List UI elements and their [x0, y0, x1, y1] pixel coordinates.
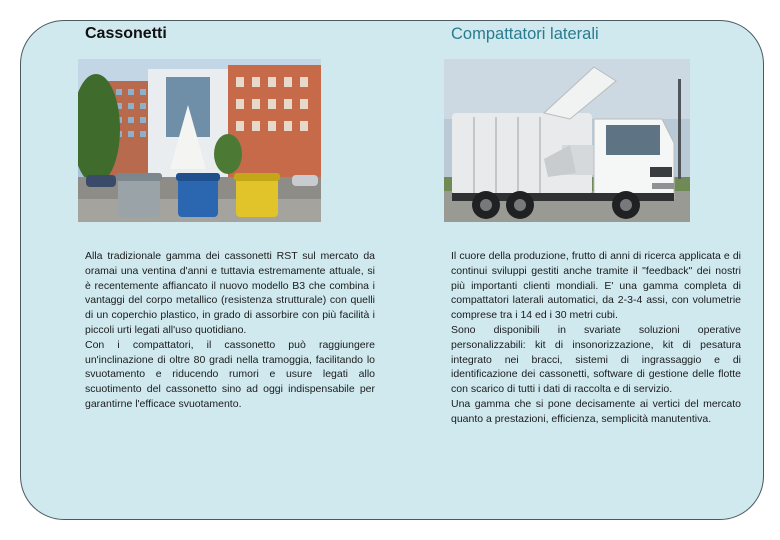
city-street-bins-photo: [78, 59, 321, 222]
compattatori-description: [451, 249, 741, 427]
compattatori-paragraph-3: Una gamma che si pone decisamente ai vertici del mercato quanto a prestazioni, efficienza, semplicità manutentiva.: [451, 397, 741, 425]
heading-compattatori: Compattatori laterali: [451, 25, 599, 43]
compattatori-paragraph-1: Il cuore della produzione, frutto di anni di ricerca applicata e di continui sviluppi gestiti anche tramite il "feedback" dei nostri più importanti clienti mondiali. E' una gamma completa di compattatori laterali automatici, da 2-3-4 assi, con volumetrie comprese tra i 14 ed i 30 metri cubi.: [451, 250, 741, 322]
cassonetti-paragraph-1: Alla tradizionale gamma dei cassonetti RST sul mercato da oramai una ventina d'anni e tuttavia estremamente attuale, si è recentemente affiancato il nuovo modello B3 che combina i vantaggi del corpo metallico (resistenza strutturale) con quelli di un coperchio plastico, in grado di assorbire con più facilità i piccoli urti legati all'uso quotidiano.: [85, 250, 375, 336]
compattatori-paragraph-2: Sono disponibili in svariate soluzioni operative personalizzabili: kit di insonorizzazione, kit di pesatura integrato nei bracci, sistemi di ingrassaggio e di identificazione dei cassonetti, software di gestione delle flotte con scarico di tutti i dati di raccolta e di servizio.: [451, 323, 741, 396]
cassonetti-description: [85, 249, 375, 412]
heading-cassonetti: Cassonetti: [85, 25, 167, 42]
cassonetti-paragraph-2: Con i compattatori, il cassonetto può raggiungere un'inclinazione di oltre 80 gradi nella tramoggia, facilitando lo svuotamento e riducendo rumori e usure legati allo scuotimento del cassonetto sino ad oggi indispensabile per garantirne l'efficace svuotamento.: [85, 338, 375, 410]
side-loader-truck-photo: [444, 59, 690, 222]
